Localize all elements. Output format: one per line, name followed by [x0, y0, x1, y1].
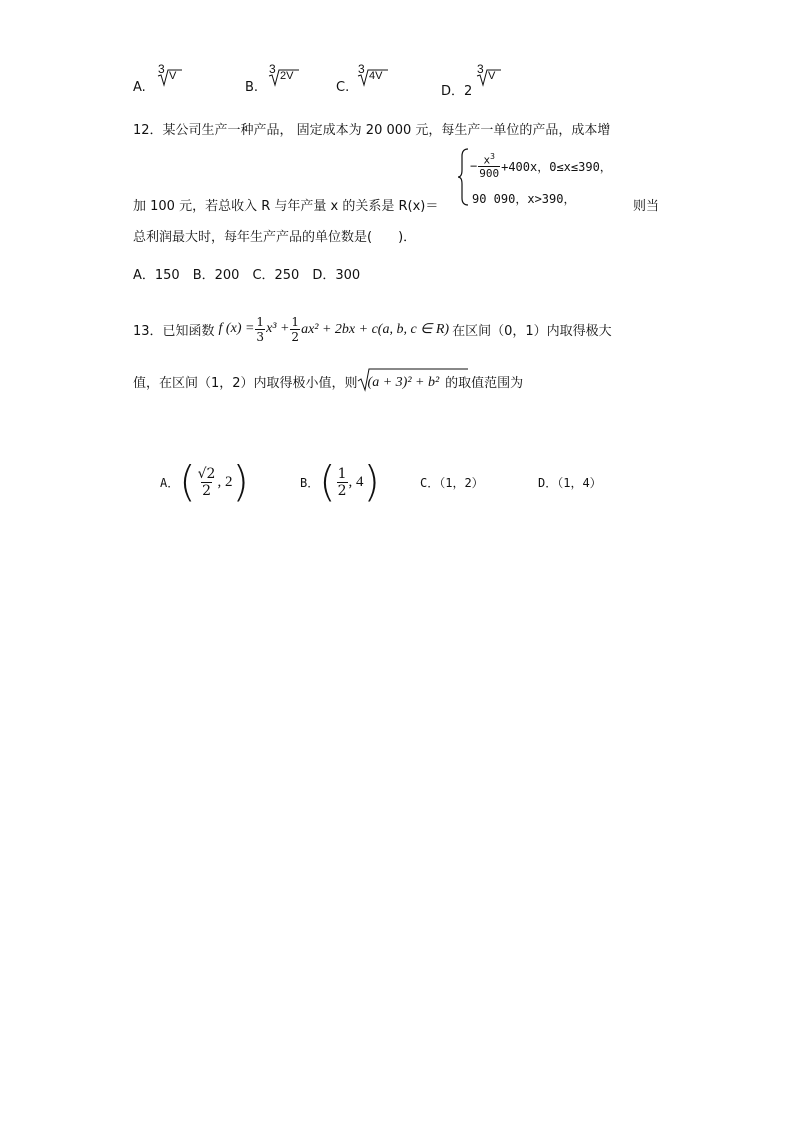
q13-suffix1: 在区间（0，1）内取得极大: [452, 323, 612, 339]
q13-option-a-num: √2: [197, 465, 216, 482]
q13-term2: ax² + 2bx + c(a, b, c ∈ R): [301, 321, 450, 337]
q13-option-b-frac: [337, 467, 348, 498]
q12-line2-prefix: 加 100 元，若总收入 R 与年产量 x 的关系是 R(x)＝: [133, 199, 439, 214]
q13-line1: [133, 308, 612, 350]
q13-line2: [133, 368, 523, 394]
q13-prefix: 13．已知函数: [133, 323, 215, 339]
q13-option-a-label: A．: [160, 475, 180, 490]
q13-option-a-lparen: (: [179, 457, 196, 506]
q12-piece1-minus: −: [470, 159, 478, 173]
q13-frac1-den: 3: [256, 329, 265, 344]
q13-option-a: [160, 458, 249, 506]
q13-frac2-den: 2: [291, 329, 300, 344]
q13-option-c: C．（1，2）: [420, 476, 484, 490]
q12-piece2: 90 090，x>390，: [472, 192, 576, 206]
q11-option-c-index: 3: [358, 62, 365, 76]
q13-term1: x³ +: [266, 321, 290, 336]
q13-option-a-rparen: ): [232, 457, 249, 506]
q11-option-a-index: 3: [158, 62, 165, 76]
q13-func-lhs: f (x) =: [218, 321, 255, 336]
q11-option-c-radicand: 4V: [369, 70, 383, 82]
q13-option-b-tail: , 4: [348, 473, 364, 490]
q13-option-a-den: 2: [202, 482, 211, 499]
q11-option-c-label: C.: [336, 80, 350, 95]
q12-piece1-denominator: 900: [479, 167, 500, 181]
q13-sqrt-sign: [358, 368, 470, 392]
q12-piece1-numerator: [482, 153, 495, 167]
q13-frac2-num: 1: [291, 314, 300, 329]
q13-option-b-label: B．: [300, 475, 320, 490]
q13-frac1: [255, 316, 265, 343]
q12-piece1-fraction: [478, 153, 500, 180]
q13-option-b-num: 1: [337, 465, 347, 482]
q11-option-d-radicand: V: [488, 70, 496, 82]
q11-option-b-radicand: 2V: [280, 70, 294, 82]
q13-option-b-rparen: ): [363, 457, 380, 506]
q13-option-b-lparen: (: [319, 457, 336, 506]
q13-option-a-frac: [197, 467, 217, 498]
q12-piece1-exp: 3: [490, 151, 495, 161]
q12-piecewise-brace: [458, 148, 470, 206]
q12-piece1: [470, 148, 612, 184]
q13-option-a-tail: , 2: [217, 473, 233, 490]
q13-sqrt: [358, 371, 440, 391]
q13-option-b-den: 2: [337, 482, 347, 499]
q13-line2-suffix: 的取值范围为: [445, 375, 524, 391]
q12-options: A．150 B．200 C．250 D．300: [133, 268, 361, 283]
q11-option-d-index: 3: [477, 62, 484, 76]
q13-option-b: [300, 458, 380, 506]
q11-option-b-index: 3: [269, 62, 276, 76]
q13-line2-prefix: 值，在区间（1，2）内取得极小值，则: [133, 375, 358, 391]
q13-frac2: [290, 316, 300, 343]
q12-line2-suffix: 则当: [633, 199, 660, 214]
q11-option-b-label: B.: [245, 80, 259, 95]
q12-piece1-num-x: x: [483, 153, 491, 167]
q13-radicand: (a + 3)² + b²: [367, 375, 440, 390]
q12-line3: 总利润最大时，每年生产产品的单位数是( )．: [133, 230, 417, 245]
q12-line1: 12．某公司生产一种产品， 固定成本为 20 000 元，每生产一单位的产品，成本增: [133, 123, 611, 138]
q13-frac1-num: 1: [256, 314, 265, 329]
q11-option-a-radicand: V: [169, 70, 177, 82]
q12-piece1-rest: +400x，0≤x≤390，: [501, 159, 612, 174]
q11-option-d-label: D．2: [441, 84, 473, 99]
q11-option-a-label: A.: [133, 80, 146, 95]
q13-option-d: D．（1，4）: [538, 476, 602, 490]
